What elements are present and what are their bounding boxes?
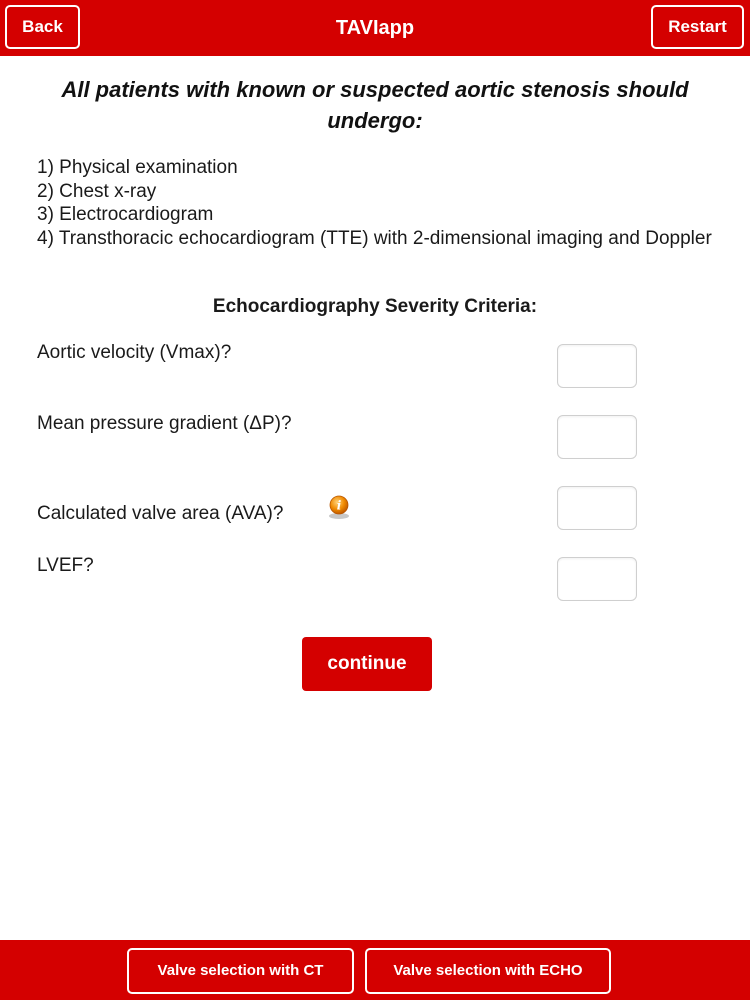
svg-text:i: i	[336, 498, 342, 513]
question-label-gradient: Mean pressure gradient (ΔP)?	[37, 413, 292, 434]
app-title: TAVIapp	[335, 17, 415, 39]
exam-list	[37, 156, 717, 250]
valve-selection-echo-button[interactable]: Valve selection with ECHO	[365, 948, 611, 994]
exam-item-ecg: 3) Electrocardiogram	[37, 204, 214, 225]
question-label-lvef: LVEF?	[37, 555, 94, 576]
valve-selection-ct-button[interactable]: Valve selection with CT	[127, 948, 354, 994]
top-bar	[0, 0, 750, 56]
back-button[interactable]: Back	[5, 5, 80, 49]
question-label-ava: Calculated valve area (AVA)?	[37, 503, 284, 524]
page-heading: All patients with known or suspected aortic stenosis should undergo:	[61, 77, 689, 133]
lvef-input[interactable]	[557, 557, 637, 601]
section-title: Echocardiography Severity Criteria:	[212, 296, 538, 317]
ava-input[interactable]	[557, 486, 637, 530]
exam-item-tte: 4) Transthoracic echocardiogram (TTE) with 2-dimensional imaging and Doppler	[37, 227, 712, 249]
bottom-bar	[0, 940, 750, 1000]
restart-button[interactable]: Restart	[651, 5, 744, 49]
question-label-vmax: Aortic velocity (Vmax)?	[37, 342, 232, 363]
exam-item-xray: 2) Chest x-ray	[37, 180, 157, 202]
continue-button[interactable]: continue	[302, 637, 432, 691]
vmax-input[interactable]	[557, 344, 637, 388]
exam-item-physical: 1) Physical examination	[37, 157, 238, 178]
info-icon[interactable]	[326, 494, 352, 520]
gradient-input[interactable]	[557, 415, 637, 459]
